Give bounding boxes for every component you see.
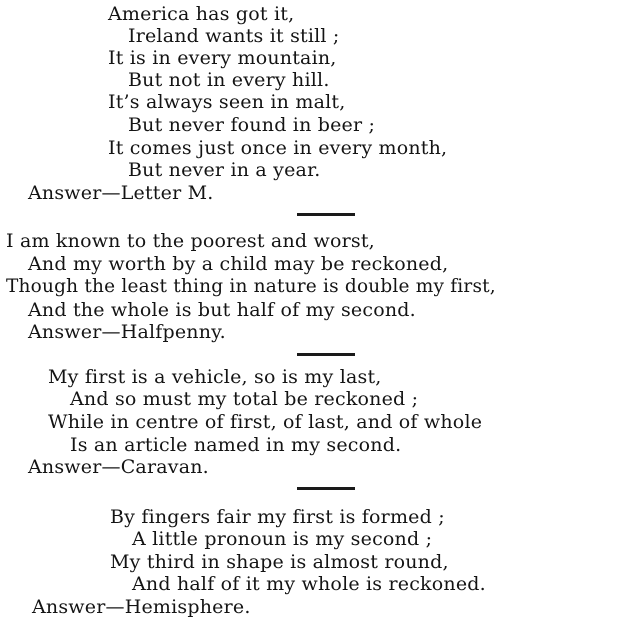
verse-line: And half of it my whole is reckoned.: [132, 573, 486, 595]
answer-line: Answer—Hemisphere.: [32, 596, 251, 618]
answer-line: Answer—Caravan.: [28, 456, 209, 478]
verse-line: Though the least thing in nature is double my first,: [6, 276, 496, 297]
verse-line: My first is a vehicle, so is my last,: [48, 366, 382, 388]
verse-line: It’s always seen in malt,: [108, 91, 346, 113]
verse-line: America has got it,: [108, 3, 295, 25]
verse-line: And the whole is but half of my second.: [28, 299, 416, 321]
answer-line: Answer—Letter M.: [28, 182, 214, 204]
verse-line: But never found in beer ;: [128, 114, 376, 136]
verse-line: Is an article named in my second.: [70, 434, 402, 456]
verse-line: My third in shape is almost round,: [110, 551, 449, 573]
verse-line: And my worth by a child may be reckoned,: [28, 253, 449, 275]
verse-line: A little pronoun is my second ;: [132, 528, 433, 550]
verse-line: It is in every mountain,: [108, 47, 337, 69]
separator-rule: [297, 213, 355, 216]
separator-rule: [297, 487, 355, 490]
answer-line: Answer—Halfpenny.: [28, 321, 226, 343]
verse-line: By fingers fair my first is formed ;: [110, 506, 445, 528]
verse-line: I am known to the poorest and worst,: [6, 230, 375, 252]
verse-line: Ireland wants it still ;: [128, 25, 340, 47]
verse-line: But never in a year.: [128, 159, 321, 181]
verse-line: And so must my total be reckoned ;: [70, 388, 419, 410]
verse-line: But not in every hill.: [128, 69, 330, 91]
verse-line: It comes just once in every month,: [108, 137, 448, 159]
verse-line: While in centre of first, of last, and of whole: [48, 411, 483, 433]
separator-rule: [297, 353, 355, 356]
